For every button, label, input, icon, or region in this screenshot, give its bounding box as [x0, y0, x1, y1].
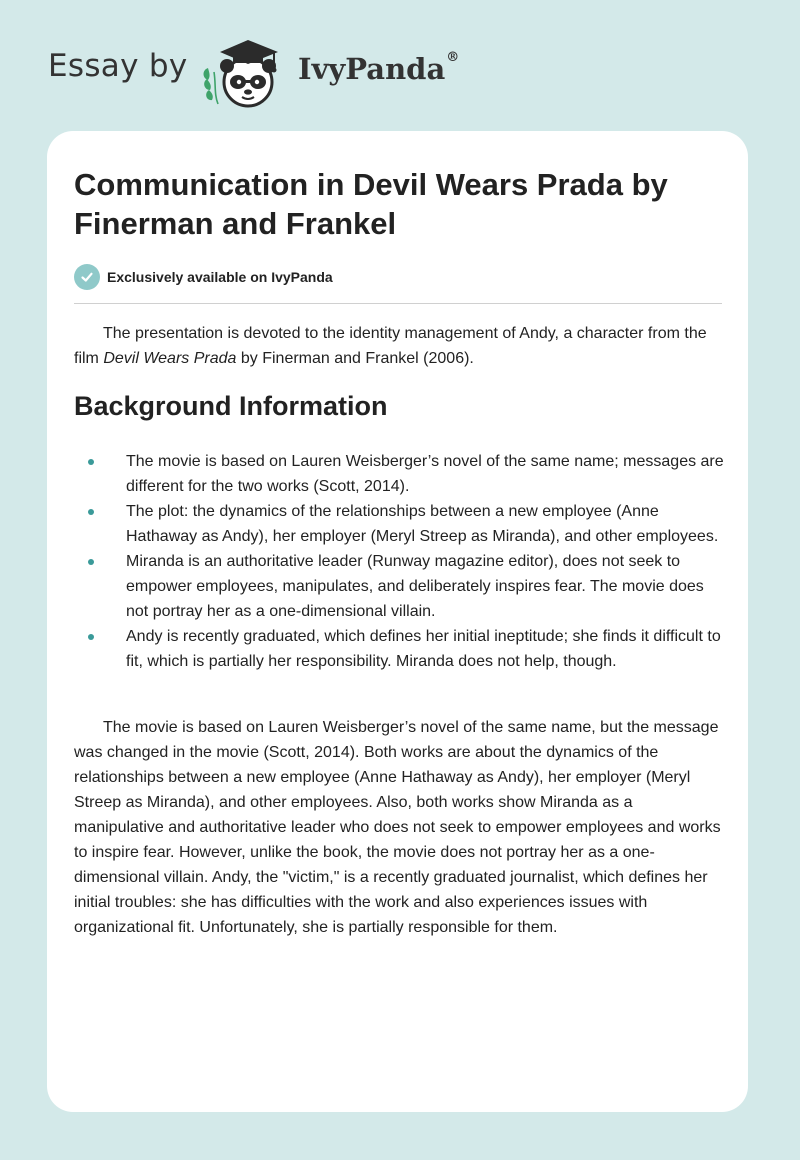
bullet-text: Andy is recently graduated, which defines her initial ineptitude; she finds it difficult to fit, which is partially her responsibility. Miranda does not help, though.	[126, 628, 721, 670]
essay-by-label: Essay by	[48, 48, 188, 84]
bullet-list	[74, 449, 724, 674]
film-title: Devil Wears Prada	[103, 350, 237, 367]
article-card	[47, 131, 748, 1112]
intro-text-before: The presentation is devoted to the identity management of Andy, a character from the film	[74, 325, 707, 367]
list-item	[74, 499, 724, 549]
body-paragraph: The movie is based on Lauren Weisberger’s novel of the same name, but the message was changed in the movie (Scott, 2014). Both works are about the dynamics of the relationships between a new employee (Anne Hathaway as Andy), her employer (Meryl Streep as Miranda), and other employees. Also, both works show Miranda as a manipulative and authoritative leader who does not seek to empower employees and works to inspire fear. However, unlike the book, the movie does not portray her as a one-dimensional villain. Andy, the "victim," is a recently graduated journalist, which defines her initial troubles: she has difficulties with the work and also experiences issues with organizational fit. Unfortunately, she is partially responsible for them.	[74, 719, 721, 936]
bullet-text: Miranda is an authoritative leader (Runway magazine editor), does not seek to empower employees, manipulates, and deliberately inspires fear. The movie does not portray her as a one-dimensional villain.	[126, 553, 704, 620]
bullet-icon	[88, 634, 94, 640]
list-item	[74, 549, 724, 624]
intro-paragraph	[74, 321, 724, 371]
list-item	[74, 624, 724, 674]
bullet-text: The movie is based on Lauren Weisberger’s novel of the same name; messages are different for the two works (Scott, 2014).	[126, 453, 724, 495]
intro-text-after: by Finerman and Frankel (2006).	[236, 350, 474, 367]
check-icon	[74, 264, 100, 290]
exclusive-badge-label: Exclusively available on IvyPanda	[107, 269, 333, 285]
panda-graduate-logo-icon[interactable]	[200, 34, 292, 110]
exclusive-badge	[74, 264, 333, 290]
bullet-icon	[88, 459, 94, 465]
list-item	[74, 449, 724, 499]
bullet-icon	[88, 509, 94, 515]
bullet-text: The plot: the dynamics of the relationships between a new employee (Anne Hathaway as Andy), her employer (Meryl Streep as Miranda), and other employees.	[126, 503, 719, 545]
registered-mark: ®	[446, 50, 460, 65]
brand-name[interactable]	[298, 52, 459, 86]
section-heading: Background Information	[74, 391, 388, 421]
bullet-icon	[88, 559, 94, 565]
site-header	[48, 34, 608, 114]
article-title: Communication in Devil Wears Prada by Finerman and Frankel	[74, 167, 668, 241]
divider	[74, 303, 722, 304]
brand-label: IvyPanda	[298, 52, 446, 86]
